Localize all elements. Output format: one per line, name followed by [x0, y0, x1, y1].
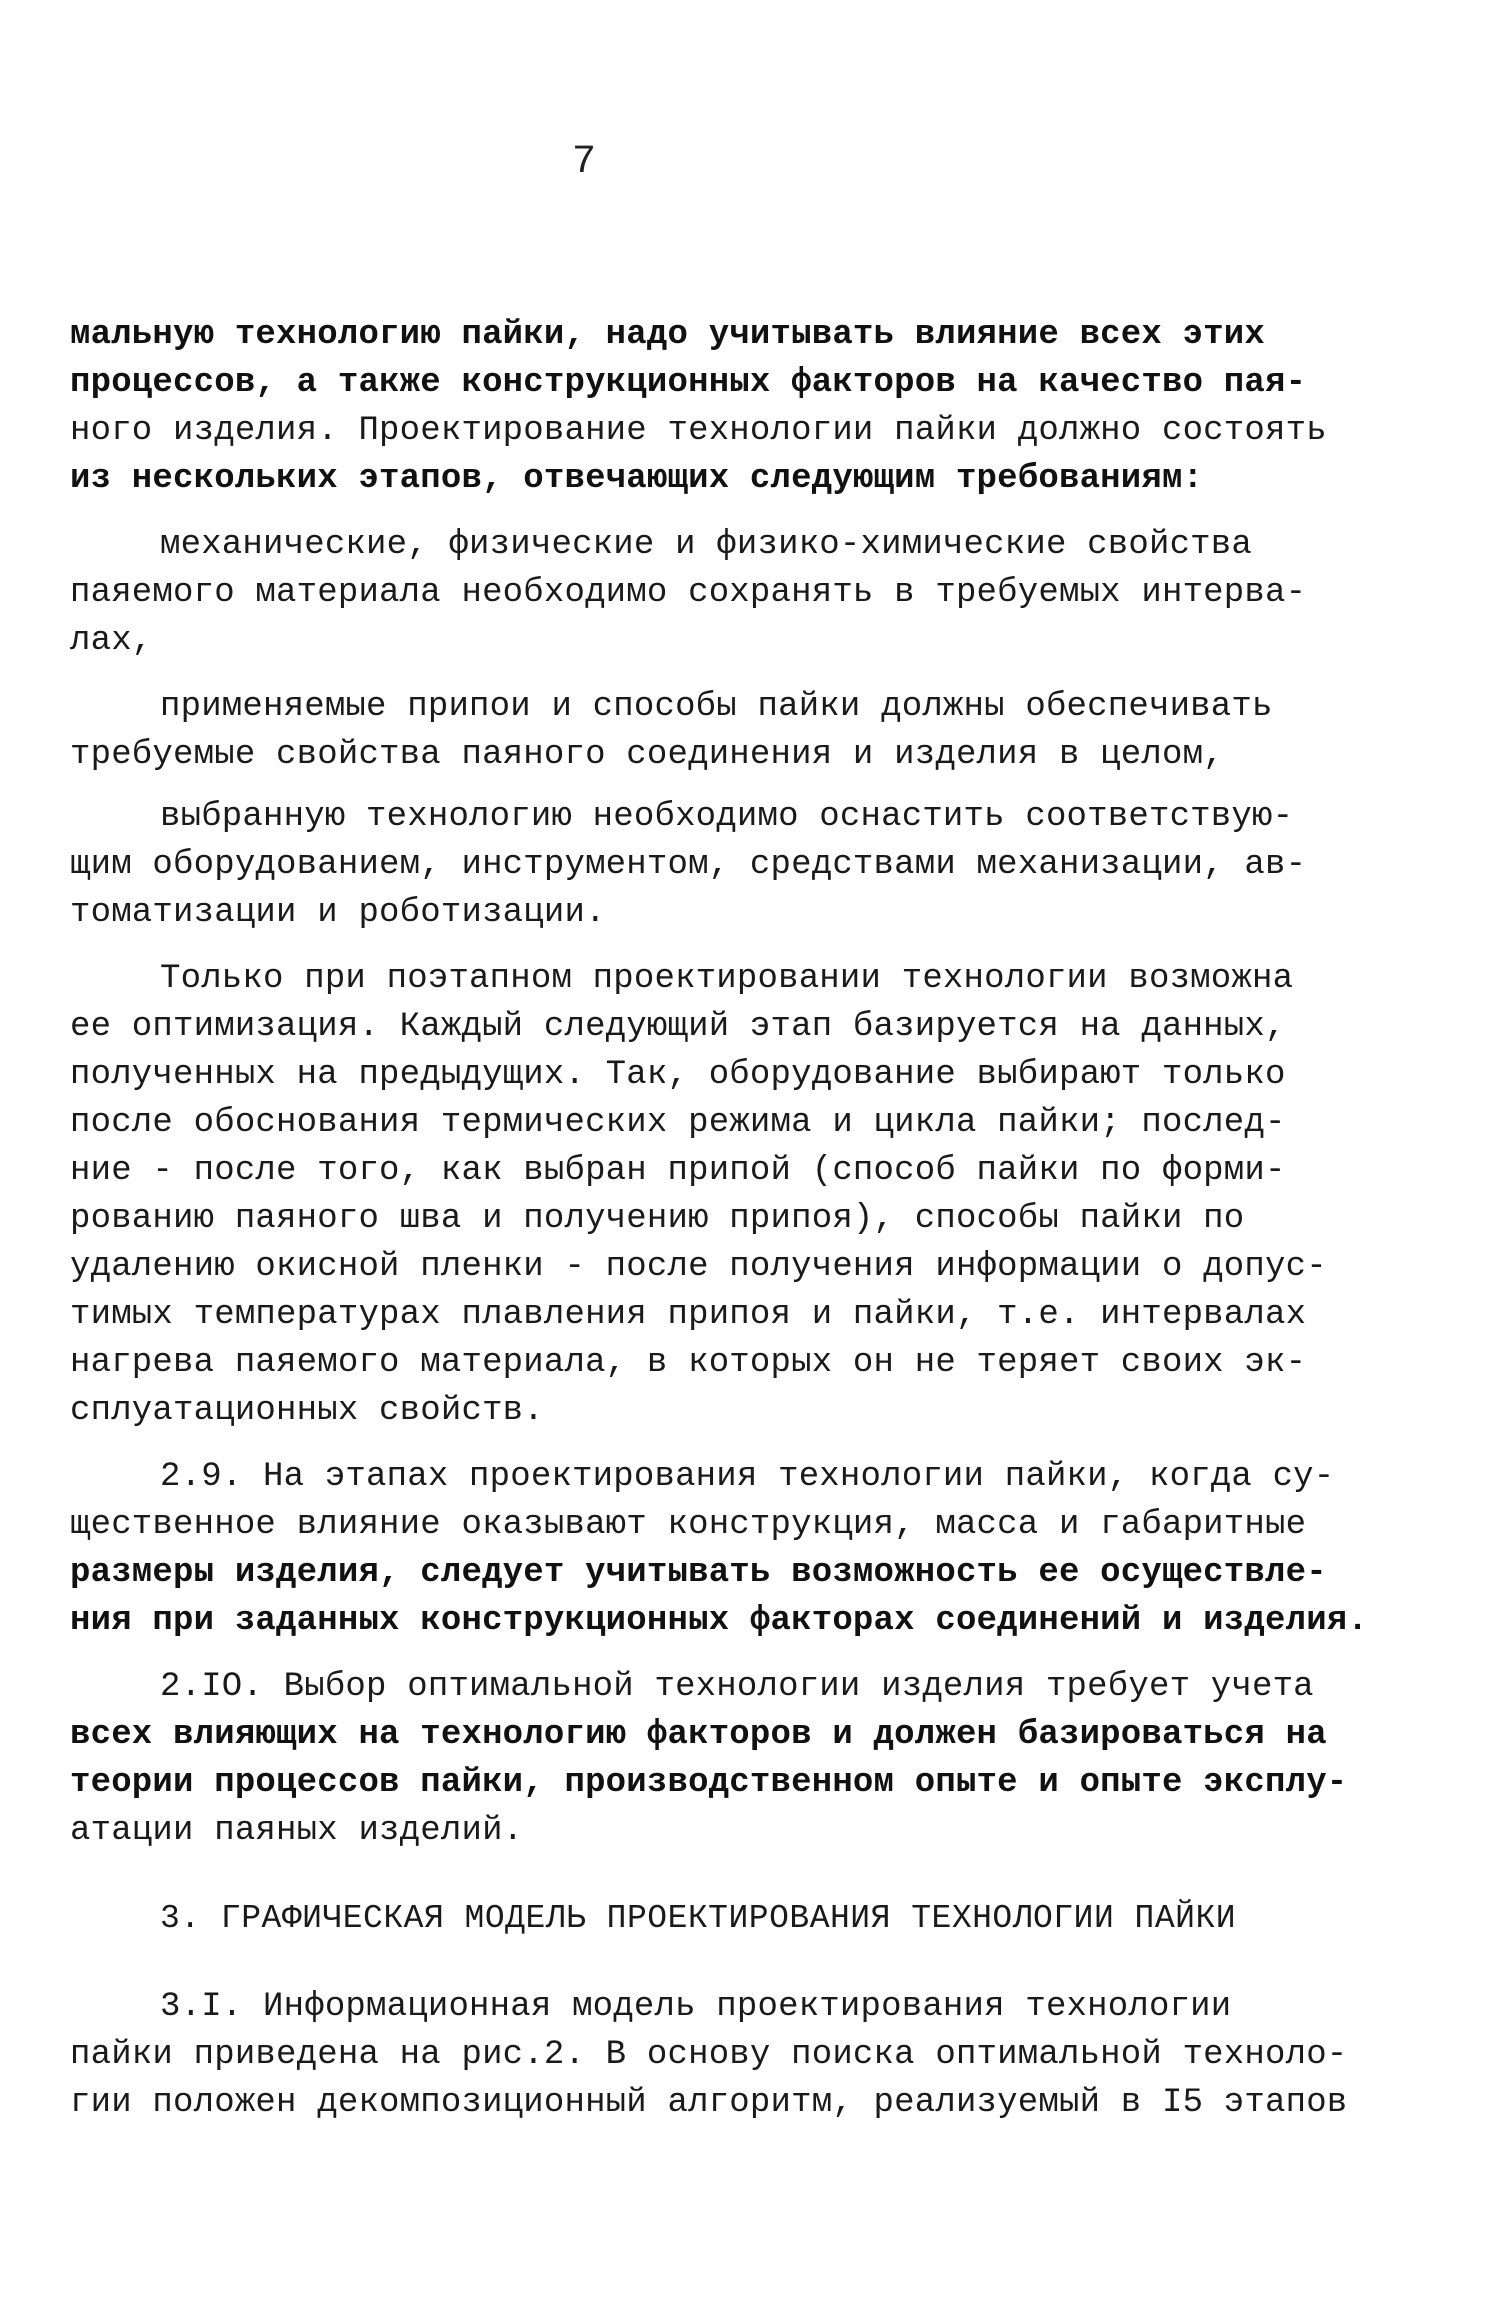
page-number: 7	[572, 140, 597, 185]
para2-line-7: удалению окисной пленки - после получения информации о допус-	[70, 1248, 1327, 1286]
req2-line-1: применяемые припои и способы пайки должны обеспечивать	[160, 688, 1273, 726]
para-2-10-line-2: всех влияющих на технологию факторов и должен базироваться на	[70, 1716, 1327, 1754]
para2-line-6: рованию паяного шва и получению припоя), способы пайки по	[70, 1200, 1245, 1238]
para2-line-9: нагрева паяемого материала, в которых он не теряет своих эк-	[70, 1344, 1307, 1382]
req2-line-2: требуемые свойства паяного соединения и изделия в целом,	[70, 736, 1224, 774]
para2-line-10: сплуатационных свойств.	[70, 1392, 544, 1430]
para1-line-2: процессов, а также конструкционных факторов на качество пая-	[70, 364, 1307, 402]
section-heading: 3. ГРАФИЧЕСКАЯ МОДЕЛЬ ПРОЕКТИРОВАНИЯ ТЕХНОЛОГИИ ПАЙКИ	[160, 1900, 1237, 1937]
para-2-10-line-4: атации паяных изделий.	[70, 1812, 524, 1850]
req3-line-1: выбранную технологию необходимо оснастить соответствую-	[160, 798, 1294, 836]
para-3-1-line-1: 3.I. Информационная модель проектирования технологии	[160, 1988, 1232, 2026]
para1-line-3: ного изделия. Проектирование технологии пайки должно состоять	[70, 412, 1327, 450]
para2-line-4: после обоснования термических режима и цикла пайки; послед-	[70, 1104, 1286, 1142]
para2-line-2: ее оптимизация. Каждый следующий этап базируется на данных,	[70, 1008, 1286, 1046]
para-2-9-line-3: размеры изделия, следует учитывать возможность ее осуществле-	[70, 1554, 1327, 1592]
para-2-9-line-1: 2.9. На этапах проектирования технологии пайки, когда су-	[160, 1458, 1335, 1496]
para2-line-8: тимых температурах плавления припоя и пайки, т.е. интервалах	[70, 1296, 1307, 1334]
para-3-1-line-3: гии положен декомпозиционный алгоритм, реализуемый в I5 этапов	[70, 2084, 1348, 2122]
para1-line-4: из нескольких этапов, отвечающих следующим требованиям:	[70, 460, 1204, 498]
para-2-9-line-4: ния при заданных конструкционных факторах соединений и изделия.	[70, 1602, 1369, 1640]
para-3-1-line-2: пайки приведена на рис.2. В основу поиска оптимальной техноло-	[70, 2036, 1348, 2074]
req1-line-3: лах,	[70, 622, 153, 660]
para-2-10-line-3: теории процессов пайки, производственном опыте и опыте эксплу-	[70, 1764, 1348, 1802]
para2-line-5: ние - после того, как выбран припой (способ пайки по форми-	[70, 1152, 1286, 1190]
para-2-9-line-2: щественное влияние оказывают конструкция, масса и габаритные	[70, 1506, 1307, 1544]
req3-line-3: томатизации и роботизации.	[70, 894, 606, 932]
para2-line-1: Только при поэтапном проектировании технологии возможна	[160, 960, 1294, 998]
req3-line-2: щим оборудованием, инструментом, средствами механизации, ав-	[70, 846, 1307, 884]
req1-line-2: паяемого материала необходимо сохранять в требуемых интерва-	[70, 574, 1307, 612]
para-2-10-line-1: 2.IO. Выбор оптимальной технологии изделия требует учета	[160, 1668, 1314, 1706]
req1-line-1: механические, физические и физико-химические свойства	[160, 526, 1252, 564]
para2-line-3: полученных на предыдущих. Так, оборудование выбирают только	[70, 1056, 1286, 1094]
para1-line-1: мальную технологию пайки, надо учитывать влияние всех этих	[70, 316, 1265, 354]
